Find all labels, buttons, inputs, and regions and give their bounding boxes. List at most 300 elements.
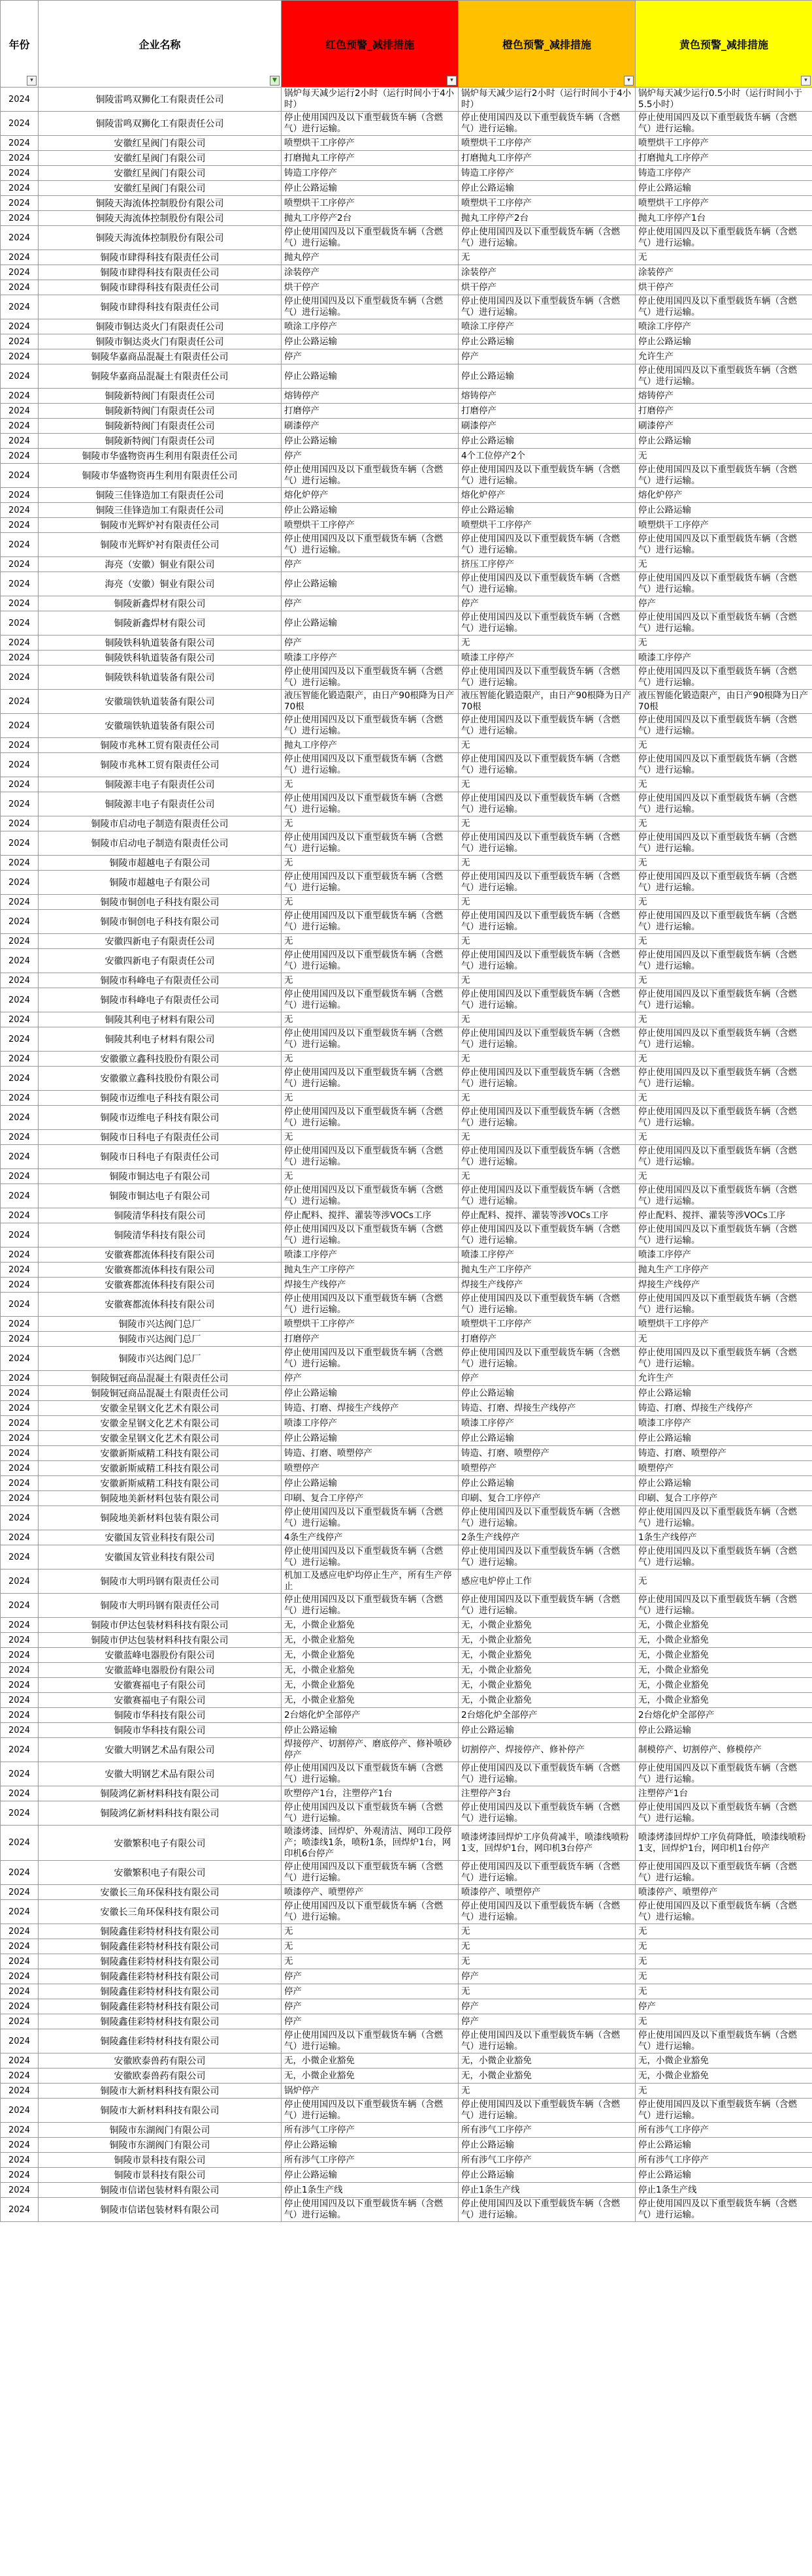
cell-yellow-measure[interactable]: 熔化炉停产 bbox=[636, 488, 812, 503]
cell-orange-measure[interactable]: 停止公路运输 bbox=[459, 503, 636, 518]
cell-year[interactable]: 2024 bbox=[1, 1762, 39, 1786]
cell-year[interactable]: 2024 bbox=[1, 1476, 39, 1491]
cell-company[interactable]: 铜陵市大明玛钢有限责任公司 bbox=[39, 1594, 282, 1618]
cell-yellow-measure[interactable]: 停止使用国四及以下重型载货车辆（含燃气）进行运输。 bbox=[636, 1223, 812, 1248]
cell-yellow-measure[interactable]: 无 bbox=[636, 1954, 812, 1969]
cell-year[interactable]: 2024 bbox=[1, 1570, 39, 1594]
cell-year[interactable]: 2024 bbox=[1, 636, 39, 651]
cell-orange-measure[interactable]: 感应电炉停止工作 bbox=[459, 1570, 636, 1594]
cell-orange-measure[interactable]: 喷漆停产、喷塑停产 bbox=[459, 1885, 636, 1900]
cell-year[interactable]: 2024 bbox=[1, 1826, 39, 1861]
cell-orange-measure[interactable]: 停止使用国四及以下重型载货车辆（含燃气）进行运输。 bbox=[459, 2198, 636, 2222]
cell-year[interactable]: 2024 bbox=[1, 934, 39, 949]
cell-orange-measure[interactable]: 停止公路运输 bbox=[459, 1476, 636, 1491]
cell-orange-measure[interactable]: 喷漆烤漆回焊炉工序负荷减半，喷漆线喷粉1支，回焊炉1台，网印机3台停产 bbox=[459, 1826, 636, 1861]
cell-yellow-measure[interactable]: 停止使用国四及以下重型载货车辆（含燃气）进行运输。 bbox=[636, 910, 812, 934]
cell-company[interactable]: 安徽金星钢文化艺术有限公司 bbox=[39, 1401, 282, 1416]
cell-yellow-measure[interactable]: 允许生产 bbox=[636, 1371, 812, 1386]
cell-orange-measure[interactable]: 印刷、复合工序停产 bbox=[459, 1491, 636, 1506]
cell-red-measure[interactable]: 停止使用国四及以下重型载货车辆（含燃气）进行运输。 bbox=[282, 1900, 459, 1924]
cell-company[interactable]: 铜陵市铜创电子科技有限公司 bbox=[39, 895, 282, 910]
cell-year[interactable]: 2024 bbox=[1, 404, 39, 419]
cell-red-measure[interactable]: 打磨停产 bbox=[282, 1332, 459, 1347]
cell-year[interactable]: 2024 bbox=[1, 1506, 39, 1530]
cell-red-measure[interactable]: 停止公路运输 bbox=[282, 434, 459, 449]
cell-red-measure[interactable]: 喷漆工序停产 bbox=[282, 1248, 459, 1263]
cell-orange-measure[interactable]: 无 bbox=[459, 1939, 636, 1954]
cell-yellow-measure[interactable]: 喷漆停产、喷塑停产 bbox=[636, 1885, 812, 1900]
cell-yellow-measure[interactable]: 停止使用国四及以下重型载货车辆（含燃气）进行运输。 bbox=[636, 1027, 812, 1052]
cell-company[interactable]: 安徽红星阀门有限公司 bbox=[39, 151, 282, 166]
cell-orange-measure[interactable]: 无 bbox=[459, 1924, 636, 1939]
cell-year[interactable]: 2024 bbox=[1, 1169, 39, 1184]
cell-orange-measure[interactable]: 注塑停产3台 bbox=[459, 1786, 636, 1801]
cell-company[interactable]: 铜陵市肆得科技有限责任公司 bbox=[39, 265, 282, 280]
cell-yellow-measure[interactable]: 所有涉气工序停产 bbox=[636, 2123, 812, 2138]
cell-company[interactable]: 铜陵市铜达炎火门有限责任公司 bbox=[39, 334, 282, 349]
cell-year[interactable]: 2024 bbox=[1, 690, 39, 714]
filter-dropdown-icon[interactable]: ▾ bbox=[801, 76, 811, 86]
cell-orange-measure[interactable]: 停止使用国四及以下重型载货车辆（含燃气）进行运输。 bbox=[459, 792, 636, 816]
cell-yellow-measure[interactable]: 停止使用国四及以下重型载货车辆（含燃气）进行运输。 bbox=[636, 533, 812, 557]
cell-red-measure[interactable]: 无，小微企业豁免 bbox=[282, 1663, 459, 1678]
cell-red-measure[interactable]: 喷漆工序停产 bbox=[282, 651, 459, 666]
cell-year[interactable]: 2024 bbox=[1, 816, 39, 831]
cell-company[interactable]: 铜陵市超越电子有限公司 bbox=[39, 871, 282, 895]
cell-year[interactable]: 2024 bbox=[1, 1248, 39, 1263]
cell-orange-measure[interactable]: 无 bbox=[459, 636, 636, 651]
cell-year[interactable]: 2024 bbox=[1, 464, 39, 488]
cell-red-measure[interactable]: 喷塑停产 bbox=[282, 1461, 459, 1476]
cell-red-measure[interactable]: 停止使用国四及以下重型载货车辆（含燃气）进行运输。 bbox=[282, 1801, 459, 1826]
cell-company[interactable]: 铜陵市肆得科技有限责任公司 bbox=[39, 280, 282, 295]
cell-company[interactable]: 铜陵市日科电子有限责任公司 bbox=[39, 1130, 282, 1145]
cell-company[interactable]: 安徽瑞铁轨道装备有限公司 bbox=[39, 690, 282, 714]
cell-year[interactable]: 2024 bbox=[1, 1145, 39, 1169]
cell-year[interactable]: 2024 bbox=[1, 434, 39, 449]
cell-orange-measure[interactable]: 4个工位停产2个 bbox=[459, 449, 636, 464]
cell-orange-measure[interactable]: 无 bbox=[459, 1169, 636, 1184]
cell-orange-measure[interactable]: 停止公路运输 bbox=[459, 1431, 636, 1446]
cell-red-measure[interactable]: 无，小微企业豁免 bbox=[282, 1618, 459, 1633]
cell-red-measure[interactable]: 停止使用国四及以下重型载货车辆（含燃气）进行运输。 bbox=[282, 1506, 459, 1530]
cell-red-measure[interactable]: 喷塑烘干工序停产 bbox=[282, 136, 459, 151]
cell-year[interactable]: 2024 bbox=[1, 949, 39, 973]
cell-orange-measure[interactable]: 无 bbox=[459, 1091, 636, 1106]
cell-year[interactable]: 2024 bbox=[1, 2153, 39, 2168]
cell-yellow-measure[interactable]: 铸造、打磨、喷塑停产 bbox=[636, 1446, 812, 1461]
cell-red-measure[interactable]: 停止使用国四及以下重型载货车辆（含燃气）进行运输。 bbox=[282, 1067, 459, 1091]
cell-orange-measure[interactable]: 喷塑烘干工序停产 bbox=[459, 1317, 636, 1332]
cell-red-measure[interactable]: 停止使用国四及以下重型载货车辆（含燃气）进行运输。 bbox=[282, 2029, 459, 2053]
cell-year[interactable]: 2024 bbox=[1, 611, 39, 636]
cell-yellow-measure[interactable]: 停止使用国四及以下重型载货车辆（含燃气）进行运输。 bbox=[636, 1762, 812, 1786]
cell-red-measure[interactable]: 停止使用国四及以下重型载货车辆（含燃气）进行运输。 bbox=[282, 1861, 459, 1885]
cell-yellow-measure[interactable]: 注塑停产1台 bbox=[636, 1786, 812, 1801]
cell-company[interactable]: 铜陵华嘉商品混凝土有限责任公司 bbox=[39, 364, 282, 389]
cell-company[interactable]: 铜陵市铜达电子有限公司 bbox=[39, 1184, 282, 1208]
cell-red-measure[interactable]: 无 bbox=[282, 1954, 459, 1969]
cell-orange-measure[interactable]: 抛丸生产工序停产 bbox=[459, 1263, 636, 1278]
cell-red-measure[interactable]: 机加工及感应电炉均停止生产，所有生产停止 bbox=[282, 1570, 459, 1594]
cell-company[interactable]: 铜陵市景科技有限公司 bbox=[39, 2153, 282, 2168]
cell-year[interactable]: 2024 bbox=[1, 1618, 39, 1633]
cell-red-measure[interactable]: 喷漆工序停产 bbox=[282, 1416, 459, 1431]
cell-red-measure[interactable]: 抛丸停产 bbox=[282, 250, 459, 265]
cell-yellow-measure[interactable]: 停止使用国四及以下重型载货车辆（含燃气）进行运输。 bbox=[636, 988, 812, 1012]
cell-year[interactable]: 2024 bbox=[1, 1924, 39, 1939]
cell-red-measure[interactable]: 喷塑烘干工序停产 bbox=[282, 196, 459, 211]
cell-orange-measure[interactable]: 打磨停产 bbox=[459, 404, 636, 419]
cell-red-measure[interactable]: 停止使用国四及以下重型载货车辆（含燃气）进行运输。 bbox=[282, 1545, 459, 1570]
cell-red-measure[interactable]: 停止公路运输 bbox=[282, 1386, 459, 1401]
cell-orange-measure[interactable]: 所有涉气工序停产 bbox=[459, 2153, 636, 2168]
cell-orange-measure[interactable]: 停止使用国四及以下重型载货车辆（含燃气）进行运输。 bbox=[459, 1347, 636, 1371]
cell-yellow-measure[interactable]: 无，小微企业豁免 bbox=[636, 2053, 812, 2069]
cell-year[interactable]: 2024 bbox=[1, 973, 39, 988]
cell-yellow-measure[interactable]: 无 bbox=[636, 1169, 812, 1184]
cell-yellow-measure[interactable]: 喷漆烤漆回焊炉工序负荷降低，喷漆线喷粉1支，回焊炉1台，网印机1台停产 bbox=[636, 1826, 812, 1861]
cell-orange-measure[interactable]: 无，小微企业豁免 bbox=[459, 1618, 636, 1633]
cell-company[interactable]: 安徽长三角环保科技有限公司 bbox=[39, 1900, 282, 1924]
cell-company[interactable]: 铜陵地美新材料包装有限公司 bbox=[39, 1491, 282, 1506]
cell-red-measure[interactable]: 停止使用国四及以下重型载货车辆（含燃气）进行运输。 bbox=[282, 949, 459, 973]
cell-red-measure[interactable]: 无 bbox=[282, 1052, 459, 1067]
cell-orange-measure[interactable]: 停止使用国四及以下重型载货车辆（含燃气）进行运输。 bbox=[459, 714, 636, 738]
cell-red-measure[interactable]: 停止使用国四及以下重型载货车辆（含燃气）进行运输。 bbox=[282, 714, 459, 738]
cell-company[interactable]: 铜陵市兆林工贸有限责任公司 bbox=[39, 753, 282, 777]
cell-orange-measure[interactable]: 停产 bbox=[459, 349, 636, 364]
cell-red-measure[interactable]: 涂装停产 bbox=[282, 265, 459, 280]
cell-red-measure[interactable]: 停止公路运输 bbox=[282, 1431, 459, 1446]
cell-year[interactable]: 2024 bbox=[1, 1184, 39, 1208]
cell-year[interactable]: 2024 bbox=[1, 596, 39, 611]
cell-yellow-measure[interactable]: 熔铸停产 bbox=[636, 389, 812, 404]
cell-year[interactable]: 2024 bbox=[1, 557, 39, 572]
cell-orange-measure[interactable]: 停止使用国四及以下重型载货车辆（含燃气）进行运输。 bbox=[459, 464, 636, 488]
cell-year[interactable]: 2024 bbox=[1, 1130, 39, 1145]
cell-yellow-measure[interactable]: 停止公路运输 bbox=[636, 503, 812, 518]
cell-year[interactable]: 2024 bbox=[1, 666, 39, 690]
cell-red-measure[interactable]: 停止使用国四及以下重型载货车辆（含燃气）进行运输。 bbox=[282, 112, 459, 136]
cell-orange-measure[interactable]: 停止使用国四及以下重型载货车辆（含燃气）进行运输。 bbox=[459, 1067, 636, 1091]
cell-year[interactable]: 2024 bbox=[1, 651, 39, 666]
cell-yellow-measure[interactable]: 停止公路运输 bbox=[636, 181, 812, 196]
cell-company[interactable]: 铜陵市肆得科技有限责任公司 bbox=[39, 295, 282, 319]
cell-company[interactable]: 铜陵市迈维电子科技有限公司 bbox=[39, 1106, 282, 1130]
cell-year[interactable]: 2024 bbox=[1, 2014, 39, 2029]
cell-company[interactable]: 铜陵市光辉炉衬有限责任公司 bbox=[39, 518, 282, 533]
cell-year[interactable]: 2024 bbox=[1, 1969, 39, 1984]
cell-year[interactable]: 2024 bbox=[1, 895, 39, 910]
cell-yellow-measure[interactable]: 无 bbox=[636, 1091, 812, 1106]
cell-red-measure[interactable]: 停止使用国四及以下重型载货车辆（含燃气）进行运输。 bbox=[282, 2099, 459, 2123]
cell-yellow-measure[interactable]: 停止使用国四及以下重型载货车辆（含燃气）进行运输。 bbox=[636, 112, 812, 136]
cell-orange-measure[interactable]: 停止使用国四及以下重型载货车辆（含燃气）进行运输。 bbox=[459, 1900, 636, 1924]
cell-orange-measure[interactable]: 停产 bbox=[459, 1969, 636, 1984]
cell-yellow-measure[interactable]: 停止使用国四及以下重型载货车辆（含燃气）进行运输。 bbox=[636, 2029, 812, 2053]
cell-company[interactable]: 铜陵市超越电子有限公司 bbox=[39, 856, 282, 871]
cell-yellow-measure[interactable]: 停止公路运输 bbox=[636, 1386, 812, 1401]
cell-yellow-measure[interactable]: 烘干停产 bbox=[636, 280, 812, 295]
cell-yellow-measure[interactable]: 停止公路运输 bbox=[636, 1431, 812, 1446]
cell-orange-measure[interactable]: 无，小微企业豁免 bbox=[459, 1663, 636, 1678]
cell-red-measure[interactable]: 所有涉气工序停产 bbox=[282, 2123, 459, 2138]
cell-company[interactable]: 安徽国友管业科技有限公司 bbox=[39, 1530, 282, 1545]
cell-red-measure[interactable]: 停止使用国四及以下重型载货车辆（含燃气）进行运输。 bbox=[282, 1145, 459, 1169]
cell-orange-measure[interactable]: 停止使用国四及以下重型载货车辆（含燃气）进行运输。 bbox=[459, 611, 636, 636]
cell-year[interactable]: 2024 bbox=[1, 2198, 39, 2222]
cell-yellow-measure[interactable]: 停止使用国四及以下重型载货车辆（含燃气）进行运输。 bbox=[636, 792, 812, 816]
cell-company[interactable]: 铜陵三佳锋造加工有限责任公司 bbox=[39, 503, 282, 518]
cell-yellow-measure[interactable]: 停止使用国四及以下重型载货车辆（含燃气）进行运输。 bbox=[636, 666, 812, 690]
cell-red-measure[interactable]: 铸造、打磨、喷塑停产 bbox=[282, 1446, 459, 1461]
cell-orange-measure[interactable]: 停止使用国四及以下重型载货车辆（含燃气）进行运输。 bbox=[459, 226, 636, 250]
cell-company[interactable]: 安徽新斯威精工科技有限公司 bbox=[39, 1476, 282, 1491]
cell-red-measure[interactable]: 停产 bbox=[282, 1371, 459, 1386]
cell-year[interactable]: 2024 bbox=[1, 1371, 39, 1386]
cell-red-measure[interactable]: 停止使用国四及以下重型载货车辆（含燃气）进行运输。 bbox=[282, 753, 459, 777]
cell-red-measure[interactable]: 无，小微企业豁免 bbox=[282, 1633, 459, 1648]
cell-red-measure[interactable]: 停止使用国四及以下重型载货车辆（含燃气）进行运输。 bbox=[282, 226, 459, 250]
cell-yellow-measure[interactable]: 停止使用国四及以下重型载货车辆（含燃气）进行运输。 bbox=[636, 611, 812, 636]
cell-yellow-measure[interactable]: 停止使用国四及以下重型载货车辆（含燃气）进行运输。 bbox=[636, 753, 812, 777]
cell-orange-measure[interactable]: 停产 bbox=[459, 2014, 636, 2029]
cell-red-measure[interactable]: 停止使用国四及以下重型载货车辆（含燃气）进行运输。 bbox=[282, 1027, 459, 1052]
cell-red-measure[interactable]: 抛丸生产工序停产 bbox=[282, 1263, 459, 1278]
cell-year[interactable]: 2024 bbox=[1, 777, 39, 792]
cell-yellow-measure[interactable]: 无 bbox=[636, 1012, 812, 1027]
cell-orange-measure[interactable]: 停止使用国四及以下重型载货车辆（含燃气）进行运输。 bbox=[459, 572, 636, 596]
cell-year[interactable]: 2024 bbox=[1, 1416, 39, 1431]
cell-orange-measure[interactable]: 停止使用国四及以下重型载货车辆（含燃气）进行运输。 bbox=[459, 1223, 636, 1248]
cell-year[interactable]: 2024 bbox=[1, 1446, 39, 1461]
cell-company[interactable]: 铜陵市华科技有限公司 bbox=[39, 1723, 282, 1738]
cell-orange-measure[interactable]: 喷漆工序停产 bbox=[459, 1248, 636, 1263]
cell-red-measure[interactable]: 停止使用国四及以下重型载货车辆（含燃气）进行运输。 bbox=[282, 1594, 459, 1618]
cell-red-measure[interactable]: 喷涂工序停产 bbox=[282, 319, 459, 334]
cell-yellow-measure[interactable]: 停止使用国四及以下重型载货车辆（含燃气）进行运输。 bbox=[636, 1594, 812, 1618]
cell-yellow-measure[interactable]: 无 bbox=[636, 1332, 812, 1347]
cell-red-measure[interactable]: 刷漆停产 bbox=[282, 419, 459, 434]
cell-orange-measure[interactable]: 停止使用国四及以下重型载货车辆（含燃气）进行运输。 bbox=[459, 533, 636, 557]
cell-yellow-measure[interactable]: 无，小微企业豁免 bbox=[636, 1618, 812, 1633]
cell-company[interactable]: 铜陵天海流体控制股份有限公司 bbox=[39, 226, 282, 250]
cell-yellow-measure[interactable]: 1条生产线停产 bbox=[636, 1530, 812, 1545]
cell-year[interactable]: 2024 bbox=[1, 1431, 39, 1446]
cell-company[interactable]: 铜陵雷鸣双狮化工有限责任公司 bbox=[39, 88, 282, 112]
cell-orange-measure[interactable]: 停止使用国四及以下重型载货车辆（含燃气）进行运输。 bbox=[459, 295, 636, 319]
cell-company[interactable]: 安徽红星阀门有限公司 bbox=[39, 181, 282, 196]
filter-dropdown-icon[interactable]: ▾ bbox=[624, 76, 634, 86]
cell-company[interactable]: 安徽瑞铁轨道装备有限公司 bbox=[39, 714, 282, 738]
cell-orange-measure[interactable]: 停止使用国四及以下重型载货车辆（含燃气）进行运输。 bbox=[459, 1545, 636, 1570]
cell-company[interactable]: 安徽徽立鑫科技股份有限公司 bbox=[39, 1067, 282, 1091]
cell-year[interactable]: 2024 bbox=[1, 2123, 39, 2138]
cell-year[interactable]: 2024 bbox=[1, 2084, 39, 2099]
cell-year[interactable]: 2024 bbox=[1, 1885, 39, 1900]
cell-year[interactable]: 2024 bbox=[1, 1278, 39, 1293]
cell-orange-measure[interactable]: 烘干停产 bbox=[459, 280, 636, 295]
cell-company[interactable]: 铜陵市兴达阀门总厂 bbox=[39, 1347, 282, 1371]
cell-orange-measure[interactable]: 停止使用国四及以下重型载货车辆（含燃气）进行运输。 bbox=[459, 910, 636, 934]
column-header-red-warning[interactable]: 红色预警_减排措施 ▾ bbox=[282, 1, 459, 88]
cell-company[interactable]: 铜陵市华盛物资再生利用有限责任公司 bbox=[39, 449, 282, 464]
cell-company[interactable]: 安徽新斯威精工科技有限公司 bbox=[39, 1446, 282, 1461]
cell-yellow-measure[interactable]: 无 bbox=[636, 1924, 812, 1939]
cell-orange-measure[interactable]: 无 bbox=[459, 973, 636, 988]
cell-company[interactable]: 安徽赛都流体科技有限公司 bbox=[39, 1248, 282, 1263]
cell-company[interactable]: 铜陵市光辉炉衬有限责任公司 bbox=[39, 533, 282, 557]
cell-yellow-measure[interactable]: 无 bbox=[636, 777, 812, 792]
cell-red-measure[interactable]: 喷漆停产、喷塑停产 bbox=[282, 1885, 459, 1900]
cell-red-measure[interactable]: 停止公路运输 bbox=[282, 503, 459, 518]
cell-company[interactable]: 安徽红星阀门有限公司 bbox=[39, 166, 282, 181]
cell-company[interactable]: 安徽国友管业科技有限公司 bbox=[39, 1545, 282, 1570]
cell-orange-measure[interactable]: 液压智能化锻造限产，由日产90根降为日产70根 bbox=[459, 690, 636, 714]
cell-company[interactable]: 安徽欧泰兽药有限公司 bbox=[39, 2069, 282, 2084]
cell-year[interactable]: 2024 bbox=[1, 196, 39, 211]
cell-yellow-measure[interactable]: 喷漆工序停产 bbox=[636, 1416, 812, 1431]
cell-year[interactable]: 2024 bbox=[1, 1052, 39, 1067]
cell-yellow-measure[interactable]: 喷漆工序停产 bbox=[636, 651, 812, 666]
cell-yellow-measure[interactable]: 铸造、打磨、焊接生产线停产 bbox=[636, 1401, 812, 1416]
cell-red-measure[interactable]: 停产 bbox=[282, 349, 459, 364]
cell-year[interactable]: 2024 bbox=[1, 166, 39, 181]
cell-company[interactable]: 铜陵鑫佳彩特材科技有限公司 bbox=[39, 1924, 282, 1939]
cell-orange-measure[interactable]: 喷塑烘干工序停产 bbox=[459, 518, 636, 533]
cell-company[interactable]: 铜陵雷鸣双狮化工有限责任公司 bbox=[39, 112, 282, 136]
cell-yellow-measure[interactable]: 无 bbox=[636, 1052, 812, 1067]
cell-company[interactable]: 安徽徽立鑫科技股份有限公司 bbox=[39, 1052, 282, 1067]
cell-yellow-measure[interactable]: 停止使用国四及以下重型载货车辆（含燃气）进行运输。 bbox=[636, 226, 812, 250]
cell-company[interactable]: 安徽繁积电子有限公司 bbox=[39, 1861, 282, 1885]
cell-year[interactable]: 2024 bbox=[1, 1091, 39, 1106]
cell-orange-measure[interactable]: 停止使用国四及以下重型载货车辆（含燃气）进行运输。 bbox=[459, 1801, 636, 1826]
cell-company[interactable]: 铜陵市大明玛钢有限责任公司 bbox=[39, 1570, 282, 1594]
cell-company[interactable]: 安徽金星钢文化艺术有限公司 bbox=[39, 1416, 282, 1431]
cell-year[interactable]: 2024 bbox=[1, 1263, 39, 1278]
cell-company[interactable]: 铜陵市启动电子制造有限责任公司 bbox=[39, 816, 282, 831]
cell-orange-measure[interactable]: 停止使用国四及以下重型载货车辆（含燃气）进行运输。 bbox=[459, 1145, 636, 1169]
cell-company[interactable]: 铜陵市铜创电子科技有限公司 bbox=[39, 910, 282, 934]
cell-orange-measure[interactable]: 停止使用国四及以下重型载货车辆（含燃气）进行运输。 bbox=[459, 112, 636, 136]
cell-company[interactable]: 铜陵清华科技有限公司 bbox=[39, 1208, 282, 1223]
cell-red-measure[interactable]: 停止使用国四及以下重型载货车辆（含燃气）进行运输。 bbox=[282, 1106, 459, 1130]
cell-company[interactable]: 铜陵市华盛物资再生利用有限责任公司 bbox=[39, 464, 282, 488]
cell-year[interactable]: 2024 bbox=[1, 1633, 39, 1648]
cell-year[interactable]: 2024 bbox=[1, 1663, 39, 1678]
cell-yellow-measure[interactable]: 无 bbox=[636, 557, 812, 572]
cell-yellow-measure[interactable]: 无，小微企业豁免 bbox=[636, 1633, 812, 1648]
cell-year[interactable]: 2024 bbox=[1, 112, 39, 136]
cell-company[interactable]: 铜陵市大新材料科技有限公司 bbox=[39, 2099, 282, 2123]
cell-company[interactable]: 铜陵市兴达阀门总厂 bbox=[39, 1332, 282, 1347]
cell-yellow-measure[interactable]: 喷塑烘干工序停产 bbox=[636, 196, 812, 211]
cell-red-measure[interactable]: 停产 bbox=[282, 1984, 459, 1999]
cell-orange-measure[interactable]: 喷塑停产 bbox=[459, 1461, 636, 1476]
cell-year[interactable]: 2024 bbox=[1, 265, 39, 280]
cell-yellow-measure[interactable]: 无 bbox=[636, 1570, 812, 1594]
cell-company[interactable]: 铜陵市东湖阀门有限公司 bbox=[39, 2138, 282, 2153]
cell-yellow-measure[interactable]: 停止使用国四及以下重型载货车辆（含燃气）进行运输。 bbox=[636, 1801, 812, 1826]
cell-year[interactable]: 2024 bbox=[1, 1786, 39, 1801]
cell-red-measure[interactable]: 熔化炉停产 bbox=[282, 488, 459, 503]
cell-year[interactable]: 2024 bbox=[1, 1067, 39, 1091]
cell-yellow-measure[interactable]: 停止使用国四及以下重型载货车辆（含燃气）进行运输。 bbox=[636, 464, 812, 488]
cell-orange-measure[interactable]: 停产 bbox=[459, 596, 636, 611]
cell-red-measure[interactable]: 无 bbox=[282, 1939, 459, 1954]
cell-orange-measure[interactable]: 停止使用国四及以下重型载货车辆（含燃气）进行运输。 bbox=[459, 1861, 636, 1885]
cell-year[interactable]: 2024 bbox=[1, 518, 39, 533]
cell-year[interactable]: 2024 bbox=[1, 910, 39, 934]
cell-company[interactable]: 铜陵鑫佳彩特材科技有限公司 bbox=[39, 2029, 282, 2053]
cell-company[interactable]: 铜陵鑫佳彩特材科技有限公司 bbox=[39, 1984, 282, 1999]
cell-company[interactable]: 铜陵新特阀门有限责任公司 bbox=[39, 419, 282, 434]
cell-year[interactable]: 2024 bbox=[1, 1027, 39, 1052]
cell-year[interactable]: 2024 bbox=[1, 1678, 39, 1693]
cell-red-measure[interactable]: 停产 bbox=[282, 2014, 459, 2029]
filter-dropdown-icon[interactable]: ▾ bbox=[27, 76, 37, 86]
cell-orange-measure[interactable]: 无 bbox=[459, 777, 636, 792]
cell-yellow-measure[interactable]: 无，小微企业豁免 bbox=[636, 2069, 812, 2084]
cell-orange-measure[interactable]: 无，小微企业豁免 bbox=[459, 1648, 636, 1663]
cell-year[interactable]: 2024 bbox=[1, 831, 39, 856]
cell-company[interactable]: 铜陵市铜达炎火门有限责任公司 bbox=[39, 319, 282, 334]
cell-company[interactable]: 安徽大明钢艺术品有限公司 bbox=[39, 1762, 282, 1786]
cell-company[interactable]: 铜陵市大新材料科技有限公司 bbox=[39, 2084, 282, 2099]
cell-yellow-measure[interactable]: 无 bbox=[636, 2014, 812, 2029]
cell-orange-measure[interactable]: 涂装停产 bbox=[459, 265, 636, 280]
cell-yellow-measure[interactable]: 停止配料、搅拌、灌装等涉VOCs工序 bbox=[636, 1208, 812, 1223]
cell-orange-measure[interactable]: 熔化炉停产 bbox=[459, 488, 636, 503]
cell-company[interactable]: 铜陵清华科技有限公司 bbox=[39, 1223, 282, 1248]
cell-year[interactable]: 2024 bbox=[1, 1594, 39, 1618]
cell-yellow-measure[interactable]: 无 bbox=[636, 250, 812, 265]
cell-year[interactable]: 2024 bbox=[1, 2099, 39, 2123]
cell-red-measure[interactable]: 停止配料、搅拌、灌装等涉VOCs工序 bbox=[282, 1208, 459, 1223]
cell-orange-measure[interactable]: 停止使用国四及以下重型载货车辆（含燃气）进行运输。 bbox=[459, 666, 636, 690]
cell-red-measure[interactable]: 停止公路运输 bbox=[282, 364, 459, 389]
cell-yellow-measure[interactable]: 停止使用国四及以下重型载货车辆（含燃气）进行运输。 bbox=[636, 1861, 812, 1885]
cell-year[interactable]: 2024 bbox=[1, 2168, 39, 2183]
cell-orange-measure[interactable]: 焊接生产线停产 bbox=[459, 1278, 636, 1293]
cell-company[interactable]: 铜陵天海流体控制股份有限公司 bbox=[39, 211, 282, 226]
cell-year[interactable]: 2024 bbox=[1, 364, 39, 389]
cell-orange-measure[interactable]: 2条生产线停产 bbox=[459, 1530, 636, 1545]
cell-company[interactable]: 铜陵市肆得科技有限责任公司 bbox=[39, 250, 282, 265]
cell-yellow-measure[interactable]: 停止使用国四及以下重型载货车辆（含燃气）进行运输。 bbox=[636, 1106, 812, 1130]
cell-yellow-measure[interactable]: 无 bbox=[636, 934, 812, 949]
cell-red-measure[interactable]: 停产 bbox=[282, 596, 459, 611]
cell-year[interactable]: 2024 bbox=[1, 1223, 39, 1248]
cell-yellow-measure[interactable]: 停止公路运输 bbox=[636, 2138, 812, 2153]
cell-company[interactable]: 安徽赛都流体科技有限公司 bbox=[39, 1278, 282, 1293]
cell-orange-measure[interactable]: 无 bbox=[459, 250, 636, 265]
cell-orange-measure[interactable]: 停止公路运输 bbox=[459, 364, 636, 389]
cell-red-measure[interactable]: 焊接停产、切割停产、磨底停产、修补喷砂停产 bbox=[282, 1738, 459, 1762]
cell-orange-measure[interactable]: 停止公路运输 bbox=[459, 1723, 636, 1738]
cell-year[interactable]: 2024 bbox=[1, 1723, 39, 1738]
cell-red-measure[interactable]: 无 bbox=[282, 895, 459, 910]
cell-yellow-measure[interactable]: 液压智能化锻造限产，由日产90根降为日产70根 bbox=[636, 690, 812, 714]
cell-orange-measure[interactable]: 无 bbox=[459, 895, 636, 910]
cell-red-measure[interactable]: 无，小微企业豁免 bbox=[282, 2053, 459, 2069]
cell-company[interactable]: 安徽金星钢文化艺术有限公司 bbox=[39, 1431, 282, 1446]
cell-company[interactable]: 安徽红星阀门有限公司 bbox=[39, 136, 282, 151]
cell-red-measure[interactable]: 停止使用国四及以下重型载货车辆（含燃气）进行运输。 bbox=[282, 871, 459, 895]
cell-year[interactable]: 2024 bbox=[1, 389, 39, 404]
